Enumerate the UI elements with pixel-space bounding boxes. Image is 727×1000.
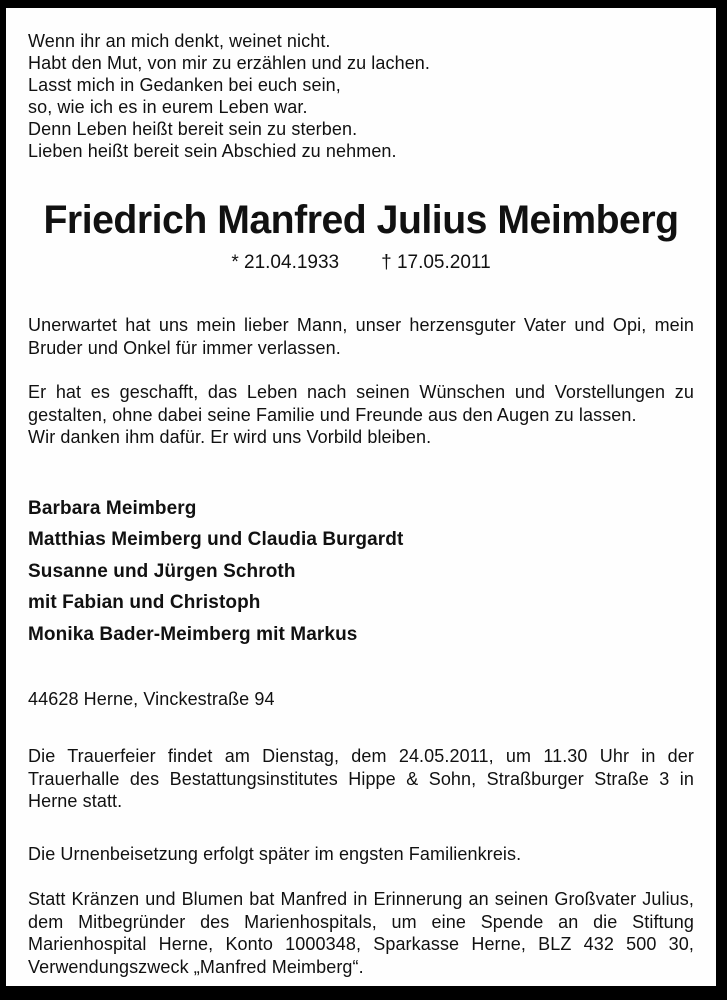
legacy-closing: Wir danken ihm dafür. Er wird uns Vorbild bleiben. [28,427,432,447]
mourner-line: Matthias Meimberg und Claudia Burgardt [28,529,404,550]
mourner-line: Susanne und Jürgen Schroth [28,560,296,582]
poem-line: Lieben heißt bereit sein Abschied zu nehmen. [28,141,397,161]
poem-line: Lasst mich in Gedanken bei euch sein, [28,75,341,95]
obituary-page [6,8,716,986]
family-address: 44628 Herne, Vinckestraße 94 [28,689,275,709]
legacy-paragraph-block [28,381,694,449]
donation-paragraph: Statt Kränzen und Blumen bat Manfred in Erinnerung an seinen Großvater Julius, dem Mitbegründer des Marienhospitals, um eine Spende an die Stiftung Marienhospital Herne, Konto 1000348, Sparkasse Herne, BLZ 432 500 30, Verwendungszweck „Manfred Meimberg“. [28,889,694,977]
mourners-list [28,493,694,651]
poem-line: Habt den Mut, von mir zu erzählen und zu lachen. [28,53,431,73]
legacy-paragraph: Er hat es geschafft, das Leben nach seinen Wünschen und Vorstellungen zu gestalten, ohne dabei seine Familie und Freunde aus den Augen zu lassen. [28,382,694,425]
death-date: † 17.05.2011 [381,252,491,273]
intro-paragraph: Unerwartet hat uns mein lieber Mann, unser herzensguter Vater und Opi, mein Bruder und Onkel für immer verlassen. [28,315,694,358]
funeral-paragraph: Die Trauerfeier findet am Dienstag, dem 24.05.2011, um 11.30 Uhr in der Trauerhalle des Bestattungsinstitutes Hippe & Sohn, Straßburger Straße 3 in Herne statt. [28,746,694,811]
life-dates [28,252,694,274]
mourner-line: Monika Bader-Meimberg mit Markus [28,623,358,645]
memorial-poem [28,30,694,162]
poem-line: so, wie ich es in eurem Leben war. [28,97,308,117]
poem-line: Denn Leben heißt bereit sein zu sterben. [28,119,358,139]
deceased-name: Friedrich Manfred Julius Meimberg [43,198,679,242]
deceased-name-row [28,198,694,243]
urn-paragraph: Die Urnenbeisetzung erfolgt später im engsten Familienkreis. [28,843,522,864]
mourner-line: Barbara Meimberg [28,497,197,519]
poem-line: Wenn ihr an mich denkt, weinet nicht. [28,31,331,51]
mourner-line: mit Fabian und Christoph [28,592,261,613]
birth-date: * 21.04.1933 [231,252,340,273]
